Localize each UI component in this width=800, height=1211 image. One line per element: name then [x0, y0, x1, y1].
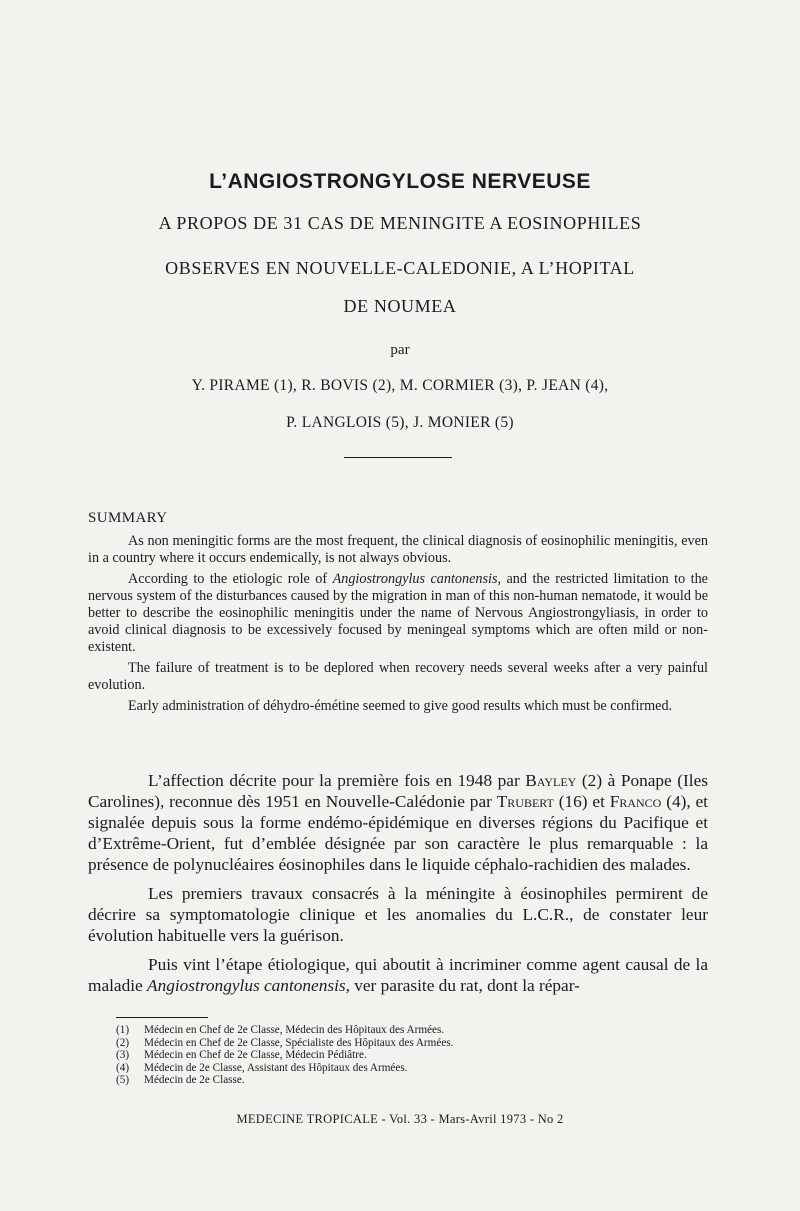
footnote: (2) Médecin en Chef de 2e Classe, Spécialiste des Hôpitaux des Armées. — [116, 1036, 454, 1049]
footnote: (3) Médecin en Chef de 2e Classe, Médecin Pédiâtre. — [116, 1049, 367, 1062]
subtitle-line: DE NOUMEA — [343, 296, 457, 316]
subtitle-line: A PROPOS DE 31 CAS DE MENINGITE A EOSINOPHILES — [158, 213, 642, 233]
author-name: Franco — [609, 792, 662, 811]
summary-paragraph: Early administration of déhydro-émétine seemed to give good results which must be confirmed. — [128, 698, 673, 714]
summary-block — [88, 533, 708, 719]
footnote: (5) Médecin de 2e Classe. — [116, 1074, 245, 1087]
summary-paragraph: As non meningitic forms are the most frequent, the clinical diagnosis of eosinophilic meningitis, even in a country where it occurs endemically, is not always obvious. — [88, 533, 708, 566]
summary-paragraph: The failure of treatment is to be deplored when recovery needs several weeks after a very painful evolution. — [88, 660, 708, 693]
authors-line: P. LANGLOIS (5), J. MONIER (5) — [286, 414, 514, 431]
article-title: L’ANGIOSTRONGYLOSE NERVEUSE — [209, 170, 591, 193]
footnote-divider — [116, 1017, 208, 1018]
author-name: Bayley — [525, 771, 577, 790]
body-text — [88, 770, 708, 1004]
summary-paragraph: According to the etiologic role of Angiostrongylus cantonensis, and the restricted limitation to the nervous system of the disturbances caused by the migration in man of this non-human nematode, it would be better to describe the eosinophilic meningitis under the name of Nervous Angiostrongyliasis, in order to avoid clinical diagnosis to be excessively focused by meningeal symptoms which are often mild or non-existent. — [88, 571, 708, 655]
par-label: par — [390, 342, 410, 358]
subtitle-line: OBSERVES EN NOUVELLE-CALEDONIE, A L’HOPITAL — [165, 258, 635, 278]
body-paragraph: L’affection décrite pour la première fois en 1948 par Bayley (2) à Ponape (Iles Carolines), reconnue dès 1951 en Nouvelle-Calédonie par Trubert (16) et Franco (4), et signalée depuis sous la forme endémo-épidémique en diverses régions du Pacifique et d’Extrême-Orient, fut d’emblée désignée par son caractère le plus remarquable : la présence de polynucléaires éosinophiles dans le liquide céphalo-rachidien des malades. — [88, 771, 708, 874]
footnote: (4) Médecin de 2e Classe, Assistant des Hôpitaux des Armées. — [116, 1061, 408, 1074]
body-paragraph: Puis vint l’étape étiologique, qui aboutit à incriminer comme agent causal de la maladie Angiostrongylus cantonensis, ver parasite du rat, dont la répar- — [88, 955, 708, 995]
footnote: (1) Médecin en Chef de 2e Classe, Médecin des Hôpitaux des Armées. — [116, 1024, 445, 1036]
author-name: Trubert — [496, 792, 554, 811]
body-paragraph: Les premiers travaux consacrés à la méningite à éosinophiles permirent de décrire sa symptomatologie clinique et les anomalies du L.C.R., de constater leur évolution habituelle vers la guérison. — [88, 884, 708, 945]
summary-heading: SUMMARY — [88, 510, 168, 526]
journal-footer: MEDECINE TROPICALE - Vol. 33 - Mars-Avril 1973 - No 2 — [236, 1112, 564, 1126]
authors-line: Y. PIRAME (1), R. BOVIS (2), M. CORMIER (3), P. JEAN (4), — [191, 377, 609, 394]
footnotes — [116, 1024, 676, 1087]
title-divider — [344, 457, 452, 458]
